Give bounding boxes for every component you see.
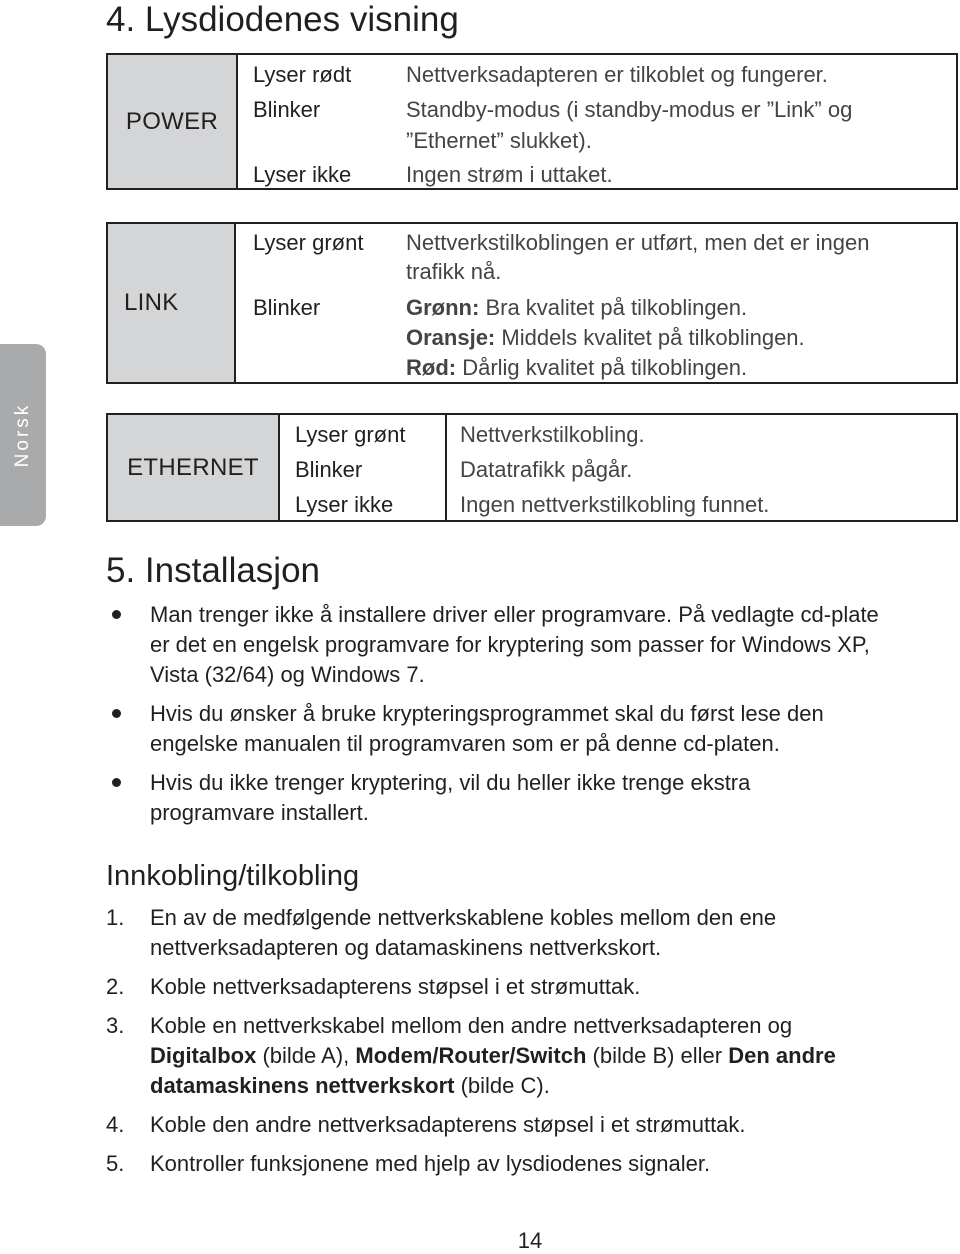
bullet-2-line-1: Hvis du ønsker å bruke krypteringsprogrammet skal du først lese den — [150, 701, 824, 726]
power-table — [106, 53, 958, 190]
step-3-text-c: (bilde C). — [454, 1073, 550, 1098]
step-1-number: 1. — [106, 905, 125, 930]
power-key: POWER — [108, 55, 238, 188]
step-2-number: 2. — [106, 974, 125, 999]
step-3-network-card: datamaskinens nettverkskort — [150, 1073, 455, 1098]
ethernet-state-3: Lyser ikke — [295, 492, 394, 517]
power-desc-2a: Standby-modus (i standby-modus er ”Link” og — [406, 97, 853, 122]
step-3-text-b: (bilde B) eller — [586, 1043, 729, 1068]
step-3-digitalbox: Digitalbox — [150, 1043, 257, 1068]
step-4-line-1: Koble den andre nettverksadapterens støpsel i et strømuttak. — [150, 1112, 746, 1137]
section-5-title: 5. Installasjon — [106, 551, 321, 590]
ethernet-desc-3: Ingen nettverkstilkobling funnet. — [460, 492, 770, 517]
step-3-text-a: (bilde A), — [256, 1043, 356, 1068]
ethernet-table — [106, 413, 958, 522]
step-5-number: 5. — [106, 1151, 125, 1176]
power-desc-3: Ingen strøm i uttaket. — [406, 162, 613, 187]
bullet-3-line-2: programvare installert. — [150, 800, 369, 825]
power-state-1: Lyser rødt — [253, 62, 352, 87]
ethernet-state-1: Lyser grønt — [295, 422, 406, 447]
bullet-3-line-1: Hvis du ikke trenger kryptering, vil du heller ikke trenge ekstra — [150, 770, 751, 795]
link-red-text: Dårlig kvalitet på tilkoblingen. — [456, 355, 748, 380]
section-4-title: 4. Lysdiodenes visning — [106, 0, 459, 39]
link-state-1: Lyser grønt — [253, 230, 364, 255]
bullet-1-marker — [112, 610, 121, 619]
step-5-line-1: Kontroller funksjonene med hjelp av lysdiodenes signaler. — [150, 1151, 711, 1176]
step-3-line-2 — [150, 1041, 836, 1071]
page-number: 14 — [517, 1228, 543, 1253]
link-green-line — [406, 294, 747, 321]
power-desc-2b: ”Ethernet” slukket). — [406, 128, 592, 153]
language-tab — [0, 344, 46, 526]
ethernet-desc-2: Datatrafikk pågår. — [460, 457, 633, 482]
ethernet-desc-1: Nettverkstilkobling. — [460, 422, 645, 447]
link-red-label: Rød: — [406, 355, 457, 380]
bullet-3-marker — [112, 778, 121, 787]
step-1-line-2: nettverksadapteren og datamaskinens nettverkskort. — [150, 935, 662, 960]
power-desc-1: Nettverksadapteren er tilkoblet og fungerer. — [406, 62, 828, 87]
ethernet-state-2: Blinker — [295, 457, 363, 482]
power-state-2: Blinker — [253, 97, 321, 122]
bullet-2-marker — [112, 709, 121, 718]
step-3-line-3 — [150, 1071, 550, 1101]
step-4-number: 4. — [106, 1112, 125, 1137]
step-3-modem: Modem/Router/Switch — [355, 1043, 587, 1068]
link-table — [106, 222, 958, 384]
link-red-line — [406, 354, 747, 381]
power-state-3: Lyser ikke — [253, 162, 352, 187]
link-orange-line — [406, 324, 805, 351]
link-orange-label: Oransje: — [406, 325, 496, 350]
link-green-text: Bra kvalitet på tilkoblingen. — [479, 295, 748, 320]
step-3-line-1: Koble en nettverkskabel mellom den andre nettverksadapteren og — [150, 1013, 793, 1038]
bullet-1-line-1: Man trenger ikke å installere driver eller programvare. På vedlagte cd-plate — [150, 602, 879, 627]
ethernet-key: ETHERNET — [108, 415, 280, 520]
step-2-line-1: Koble nettverksadapterens støpsel i et strømuttak. — [150, 974, 641, 999]
step-3-other: Den andre — [728, 1043, 836, 1068]
bullet-1-line-2: er det en engelsk programvare for kryptering som passer for Windows XP, — [150, 632, 870, 657]
link-desc-1b: trafikk nå. — [406, 259, 502, 284]
ethernet-divider — [445, 415, 447, 520]
bullet-2-line-2: engelske manualen til programvaren som er på denne cd-platen. — [150, 731, 780, 756]
connection-title: Innkobling/tilkobling — [106, 860, 360, 892]
link-state-2: Blinker — [253, 295, 321, 320]
link-orange-text: Middels kvalitet på tilkoblingen. — [495, 325, 805, 350]
step-3-number: 3. — [106, 1013, 125, 1038]
bullet-1-line-3: Vista (32/64) og Windows 7. — [150, 662, 425, 687]
link-green-label: Grønn: — [406, 295, 480, 320]
language-tab-label: Norsk — [12, 402, 33, 468]
link-desc-1a: Nettverkstilkoblingen er utført, men det er ingen — [406, 230, 870, 255]
step-1-line-1: En av de medfølgende nettverkskablene kobles mellom den ene — [150, 905, 777, 930]
link-key: LINK — [108, 224, 236, 382]
